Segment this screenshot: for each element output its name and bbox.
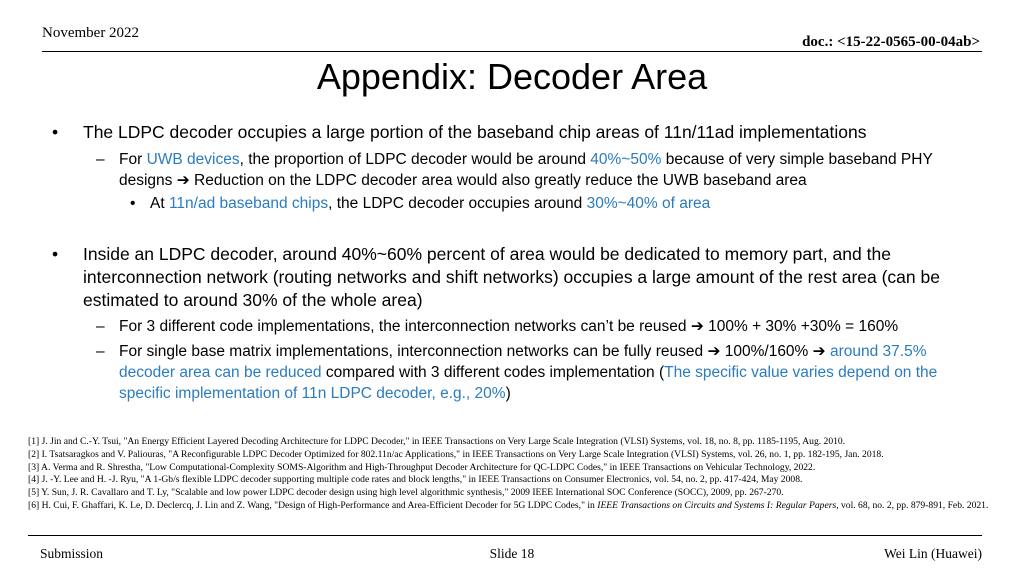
text: , vol. 68, no. 2, pp. 879-891, Feb. 2021. bbox=[836, 499, 989, 511]
text: Reduction on the LDPC decoder area would also greatly reduce the UWB baseband area bbox=[189, 172, 807, 189]
arrow-icon: ➔ bbox=[690, 318, 704, 335]
footer-submission: Submission bbox=[40, 546, 104, 561]
text: For bbox=[119, 151, 147, 168]
text: For 3 different code implementations, the interconnection networks can’t be reused bbox=[119, 318, 691, 335]
text: compared with 3 different codes implementation ( bbox=[321, 364, 665, 381]
text: , the LDPC decoder occupies around bbox=[328, 195, 587, 212]
slide-title: Appendix: Decoder Area bbox=[316, 56, 708, 97]
text: because of very simple baseband PHY designs bbox=[119, 151, 933, 189]
bullet-marker: • bbox=[52, 122, 59, 142]
sub-bullet-2-1 bbox=[119, 316, 999, 337]
highlight-area-reduction: around 37.5% decoder area can be reduced bbox=[119, 343, 927, 381]
sub-sub-bullet-marker: • bbox=[130, 195, 136, 212]
references bbox=[28, 436, 1000, 513]
sub-bullet-marker: – bbox=[96, 343, 105, 360]
text: [6] H. Cui, F. Ghaffari, K. Le, D. Declercq, J. Lin and Z. Wang, "Design of High-Performance and Area-Efficient Decoder for 5G LDPC Codes," in bbox=[28, 499, 598, 511]
reference-item: [3] A. Verma and R. Shrestha, "Low Computational-Complexity SOMS-Algorithm and High-Throughput Decoder Architecture for QC-LDPC Codes," in IEEE Transactions on Vehicular Technology, 2022. bbox=[28, 461, 816, 473]
journal-name: IEEE Transactions on Circuits and Systems I: Regular Papers bbox=[597, 499, 837, 511]
text: ) bbox=[505, 385, 511, 402]
text: For single base matrix implementations, interconnection networks can be fully reused bbox=[119, 343, 708, 360]
sub-bullet-1-1 bbox=[119, 149, 989, 191]
footer-slide-number: Slide 18 bbox=[489, 546, 535, 561]
footer-author: Wei Lin (Huawei) bbox=[884, 546, 982, 561]
sub-bullet-marker: – bbox=[96, 318, 105, 335]
header-divider bbox=[42, 51, 982, 52]
highlight-percentage: 40%~50% bbox=[590, 151, 662, 168]
highlight-specific-value-note: The specific value varies depend on the specific implementation of 11n LDPC decoder, e.g., 20% bbox=[119, 364, 938, 402]
bullet-1-text: The LDPC decoder occupies a large portion of the baseband chip areas of 11n/11ad implementations bbox=[83, 122, 867, 142]
bullet-2-text: Inside an LDPC decoder, around 40%~60% percent of area would be dedicated to memory part, and the interconnection network (routing networks and shift networks) occupies a large amount of the rest area (can be estimated to around 30% of the whole area) bbox=[83, 244, 940, 310]
reference-item: [4] J. -Y. Lee and H. -J. Ryu, "A 1-Gb/s flexible LDPC decoder supporting multiple code rates and block lengths," in IEEE Transactions on Consumer Electronics, vol. 54, no. 2, pp. 417-424, May 2008. bbox=[28, 474, 803, 486]
arrow-icon: ➔ bbox=[176, 172, 190, 189]
text: 100%/160% bbox=[720, 343, 813, 360]
sub-sub-bullet-1 bbox=[150, 193, 990, 214]
footer-divider bbox=[28, 535, 982, 536]
reference-item bbox=[28, 500, 1000, 513]
highlight-uwb-devices: UWB devices bbox=[146, 151, 240, 168]
highlight-area-percentage: 30%~40% of area bbox=[586, 195, 711, 212]
text: At bbox=[150, 195, 169, 212]
header-doc-id: doc.: <15-22-0565-00-04ab> bbox=[802, 34, 980, 50]
highlight-baseband-chips: 11n/ad baseband chips bbox=[168, 195, 329, 212]
reference-item: [5] Y. Sun, J. R. Cavallaro and T. Ly, "Scalable and low power LDPC decoder design using high level algorithmic synthesis," 2009 IEEE International SOC Conference (SOCC), 2009, pp. 267-270. bbox=[28, 487, 784, 499]
reference-item: [1] J. Jin and C.-Y. Tsui, "An Energy Efficient Layered Decoding Architecture for LDPC Decoder," in IEEE Transactions on Very Large Scale Integration (VLSI) Systems, vol. 18, no. 8, pp. 1185-1195, Aug. 2010. bbox=[28, 436, 846, 447]
arrow-icon: ➔ bbox=[707, 343, 721, 360]
sub-bullet-marker: – bbox=[96, 151, 105, 168]
reference-item: [2] I. Tsatsaragkos and V. Paliouras, "A Reconfigurable LDPC Decoder Optimized for 802.11n/ac Applications," in IEEE Transactions on Very Large Scale Integration (VLSI) Systems, vol. 26, no. 1, pp. 182-195, Jan. 2018. bbox=[28, 448, 884, 460]
bullet-marker: • bbox=[52, 244, 59, 264]
arrow-icon: ➔ bbox=[812, 343, 826, 360]
sub-bullet-2-2 bbox=[119, 341, 969, 404]
header-date: November 2022 bbox=[42, 25, 140, 41]
text: 100% + 30% +30% = 160% bbox=[703, 318, 899, 335]
text: , the proportion of LDPC decoder would be around bbox=[239, 151, 591, 168]
